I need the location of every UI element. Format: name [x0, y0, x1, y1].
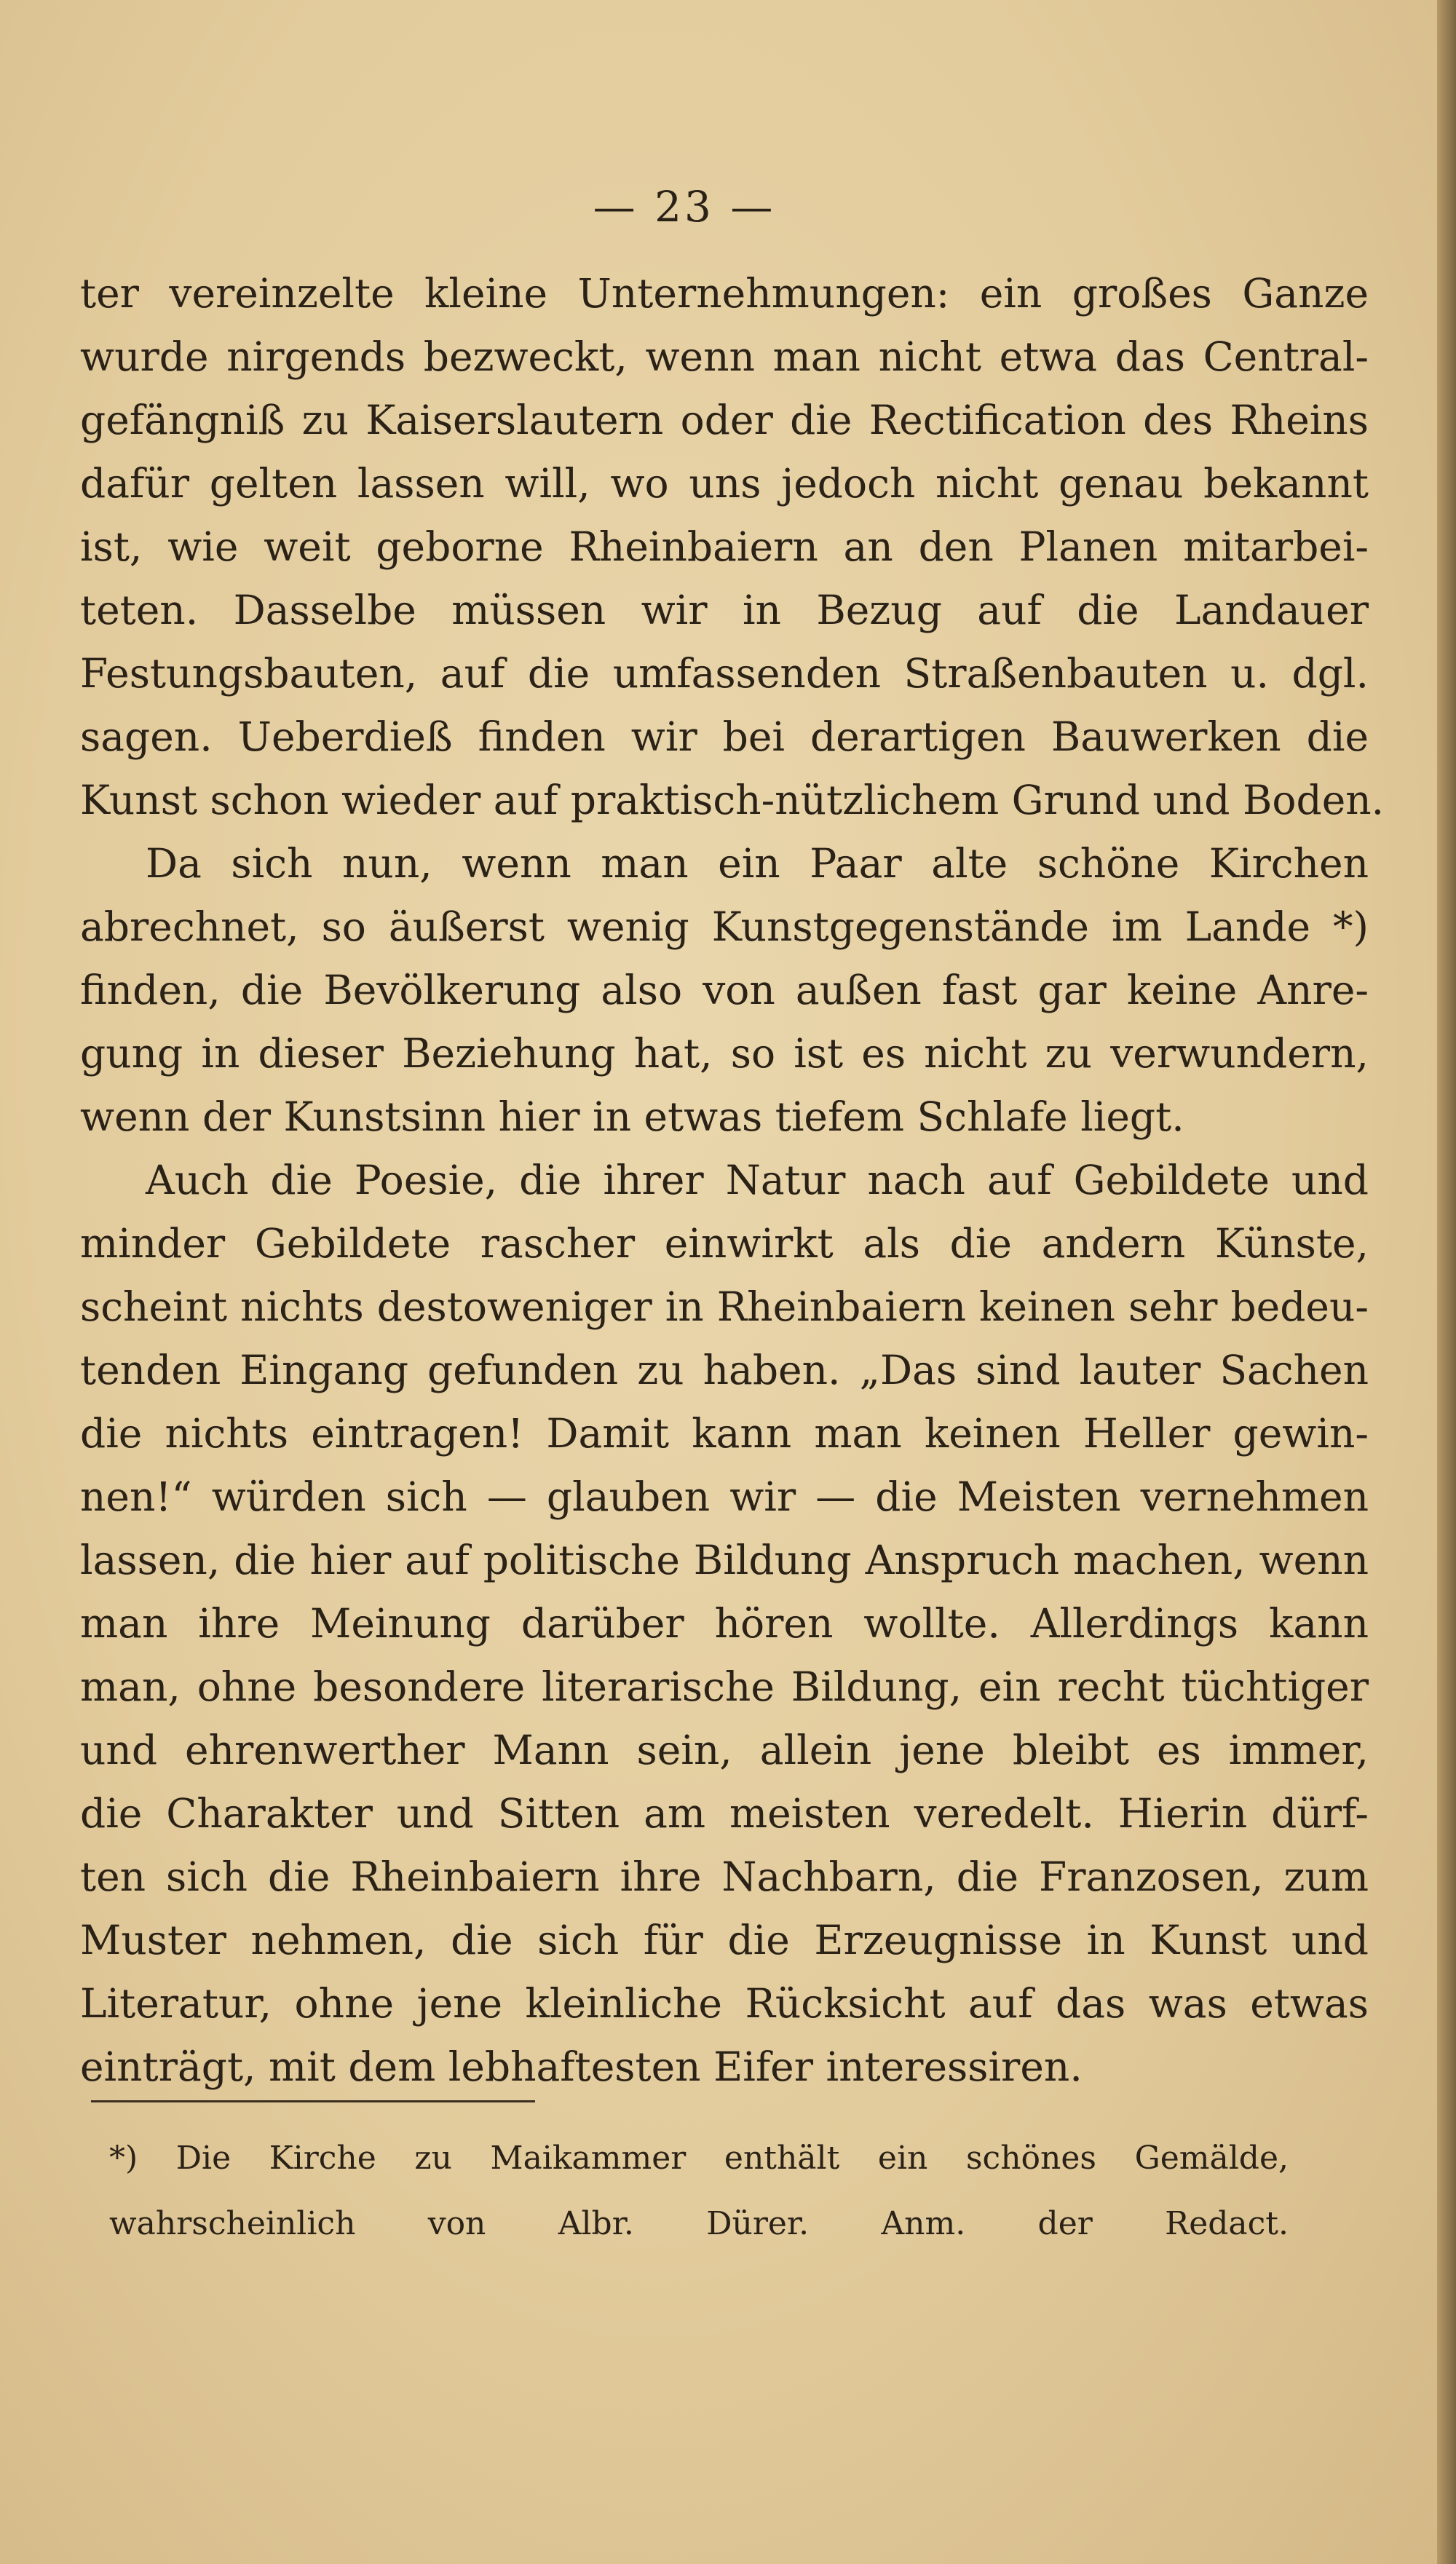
text-line: ter vereinzelte kleine Unternehmungen: ein großes Ganze [80, 270, 1369, 317]
text-line: die nichts eintragen! Damit kann man keinen Heller gewin- [80, 1410, 1369, 1457]
footnote-line [109, 2191, 1289, 2257]
footnote-separator [91, 2100, 535, 2102]
text-line: sagen. Ueberdieß finden wir bei derartigen Bauwerken die [80, 713, 1369, 760]
text-line: Literatur, ohne jene kleinliche Rücksicht auf das was etwas [80, 1980, 1369, 2027]
text-line: ist, wie weit geborne Rheinbaiern an den Planen mitarbei- [80, 523, 1369, 570]
text-line: gung in dieser Beziehung hat, so ist es nicht zu verwundern, [80, 1030, 1369, 1077]
text-line: Kunst schon wieder auf praktisch-nützlichem Grund und Boden. [80, 777, 1385, 823]
text-line: einträgt, mit dem lebhaftesten Eifer interessiren. [80, 2043, 1083, 2090]
text-line: Da sich nun, wenn man ein Paar alte schöne Kirchen [146, 840, 1369, 887]
text-line: die Charakter und Sitten am meisten veredelt. Hierin dürf- [80, 1790, 1369, 1837]
text-line: scheint nichts destoweniger in Rheinbaiern keinen sehr bedeu- [80, 1283, 1369, 1330]
text-line: lassen, die hier auf politische Bildung Anspruch machen, wenn [80, 1537, 1369, 1583]
footnote-text: wahrscheinlich von Albr. Dürer. [109, 2205, 810, 2242]
body-text [80, 262, 1385, 2099]
text-line: ten sich die Rheinbaiern ihre Nachbarn, die Franzosen, zum [80, 1853, 1369, 1900]
text-line: teten. Dasselbe müssen wir in Bezug auf die Landauer [80, 587, 1369, 633]
editor-note: Anm. der Redact. [881, 2205, 1289, 2242]
text-line: tenden Eingang gefunden zu haben. „Das sind lauter Sachen [80, 1347, 1369, 1393]
text-line: man ihre Meinung darüber hören wollte. Allerdings kann [80, 1600, 1369, 1647]
text-line: Auch die Poesie, die ihrer Natur nach auf Gebildete und [146, 1157, 1369, 1203]
text-line: minder Gebildete rascher einwirkt als die andern Künste, [80, 1220, 1369, 1267]
text-line: und ehrenwerther Mann sein, allein jene bleibt es immer, [80, 1727, 1369, 1773]
text-line: dafür gelten lassen will, wo uns jedoch nicht genau bekannt [80, 460, 1369, 507]
page-spine-edge [1437, 0, 1456, 2564]
page-number: — 23 — [593, 182, 776, 232]
text-line: wenn der Kunstsinn hier in etwas tiefem Schlafe liegt. [80, 1093, 1184, 1140]
text-line: Festungsbauten, auf die umfassenden Straßenbauten u. dgl. [80, 650, 1369, 697]
text-line: Muster nehmen, die sich für die Erzeugnisse in Kunst und [80, 1917, 1369, 1963]
text-line: wurde nirgends bezweckt, wenn man nicht etwa das Central- [80, 333, 1369, 380]
text-line: man, ohne besondere literarische Bildung, ein recht tüchtiger [80, 1663, 1369, 1710]
text-line: finden, die Bevölkerung also von außen fast gar keine Anre- [80, 967, 1369, 1013]
text-line: abrechnet, so äußerst wenig Kunstgegenstände im Lande *) [80, 903, 1369, 950]
text-line: nen!“ würden sich — glauben wir — die Meisten vernehmen [80, 1473, 1369, 1520]
footnote-line: *) Die Kirche zu Maikammer enthält ein schönes Gemälde, [109, 2140, 1289, 2177]
text-line: gefängniß zu Kaiserslautern oder die Rectification des Rheins [80, 397, 1369, 443]
footnote [109, 2126, 1289, 2257]
